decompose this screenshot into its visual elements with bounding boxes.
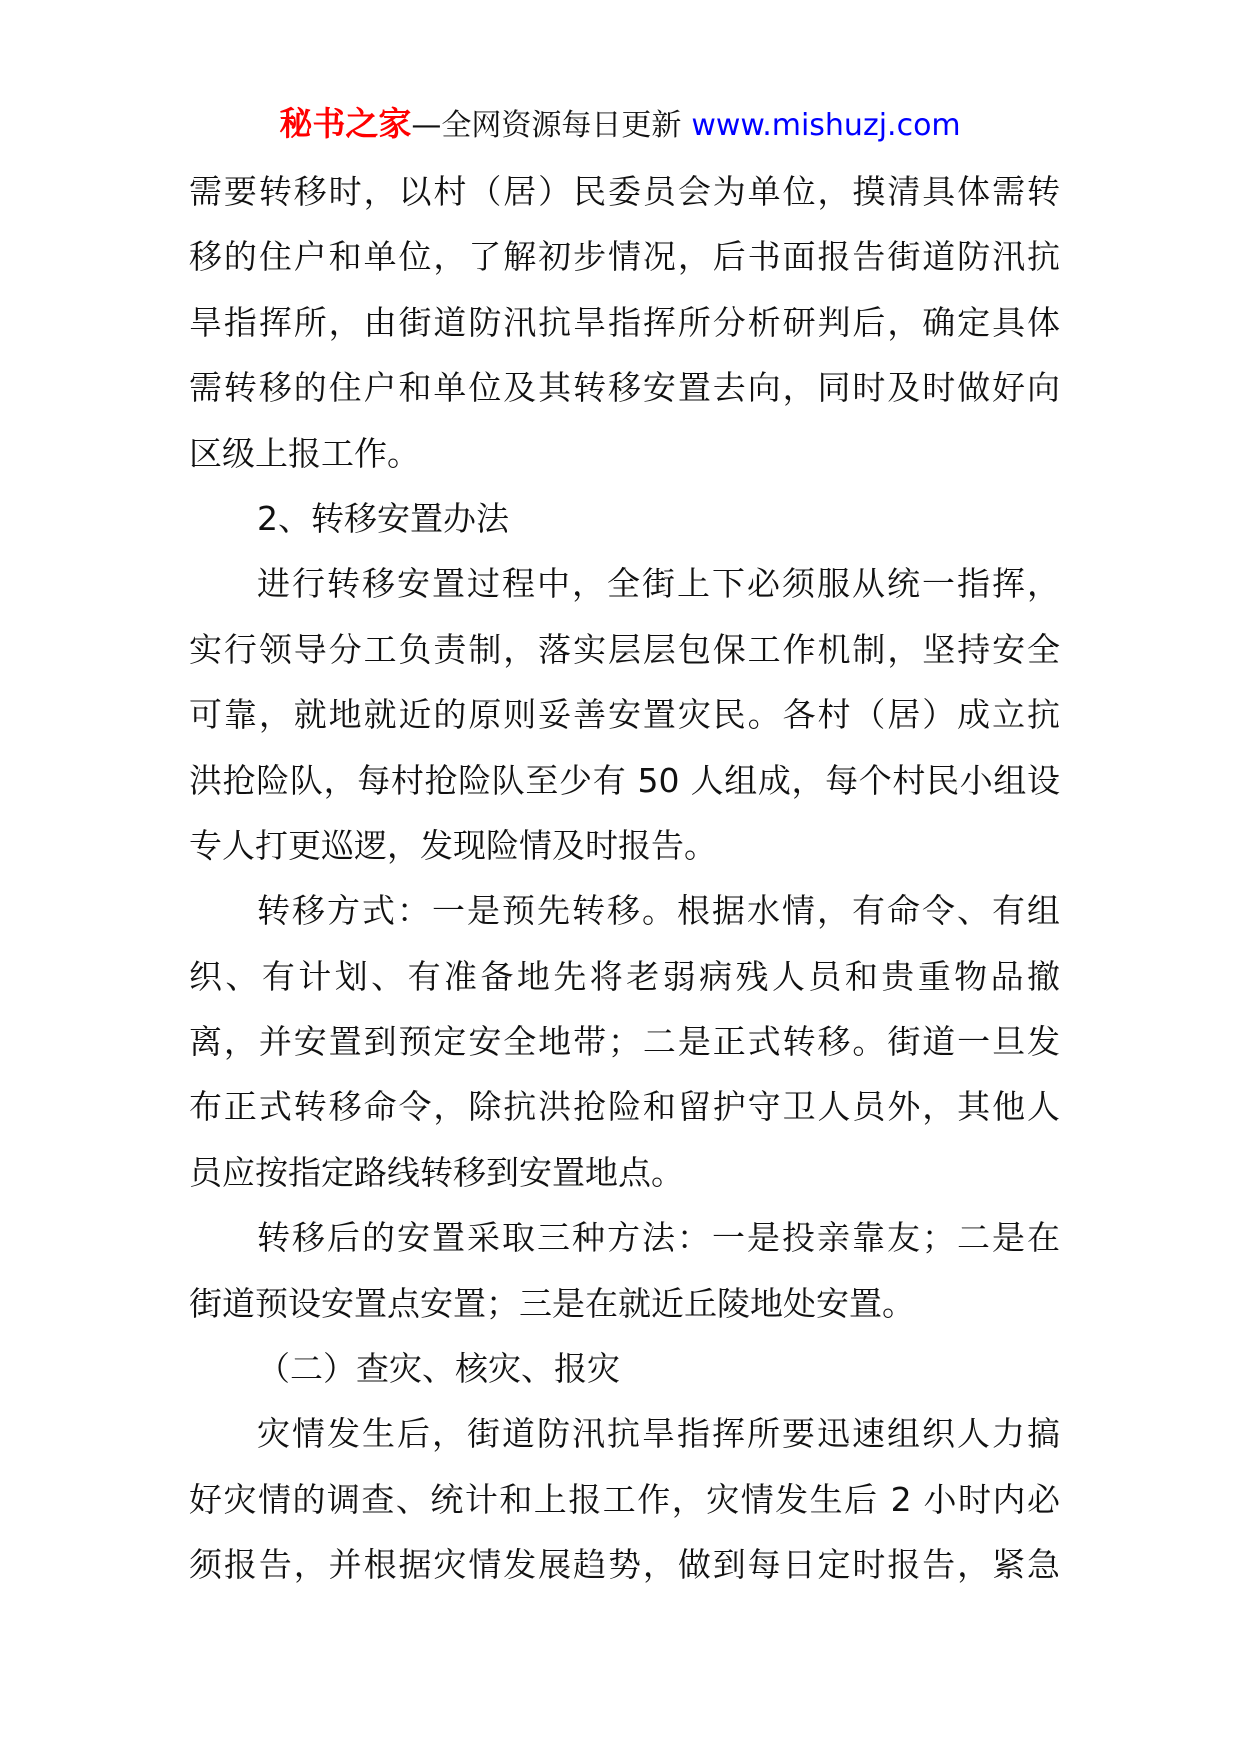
section-heading — [189, 486, 1060, 551]
paragraph-line: 需要转移时，以村（居）民委员会为单位，摸清具体需转 — [189, 172, 1060, 211]
paragraph-line: 实行领导分工负责制，落实层层包保工作机制，坚持安全 — [189, 629, 1060, 669]
paragraph — [189, 551, 1060, 878]
paragraph-line: 好灾情的调查、统计和上报工作，灾情发生后 2 小时内必 — [189, 1479, 1060, 1519]
section-heading-text: 2、转移安置办法 — [257, 498, 509, 538]
section-heading — [189, 1336, 1060, 1401]
paragraph-line: 洪抢险队，每村抢险队至少有 50 人组成，每个村民小组设 — [189, 760, 1060, 800]
paragraph-line: 织、有计划、有准备地先将老弱病残人员和贵重物品撤 — [189, 956, 1060, 996]
paragraph-line: 区级上报工作。 — [189, 433, 420, 473]
header-brand: 秘书之家 — [279, 104, 412, 143]
paragraph-line: 可靠，就地就近的原则妥善安置灾民。各村（居）成立抗 — [189, 695, 1060, 735]
paragraph-line: 灾情发生后，街道防汛抗旱指挥所要迅速组织人力搞 — [257, 1414, 1060, 1454]
header-site-url: www.mishuzj.com — [691, 108, 961, 143]
paragraph — [189, 878, 1060, 1205]
paragraph-line: 街道预设安置点安置；三是在就近丘陵地处安置。 — [189, 1283, 915, 1323]
paragraph — [189, 1205, 1060, 1336]
paragraph-line: 离，并安置到预定安全地带；二是正式转移。街道一旦发 — [189, 1022, 1060, 1062]
header-tagline: —全网资源每日更新 — [411, 108, 682, 143]
paragraph-line: 专人打更巡逻，发现险情及时报告。 — [189, 825, 717, 865]
paragraph-line: 进行转移安置过程中，全街上下必须服从统一指挥， — [257, 564, 1060, 604]
paragraph-line: 移的住户和单位，了解初步情况，后书面报告街道防汛抗 — [189, 237, 1060, 277]
paragraph-line: 须报告，并根据灾情发展趋势，做到每日定时报告，紧急 — [189, 1545, 1060, 1585]
paragraph-line: 旱指挥所，由街道防汛抗旱指挥所分析研判后，确定具体 — [189, 302, 1060, 342]
paragraph-line: 员应按指定路线转移到安置地点。 — [189, 1152, 684, 1192]
paragraph-line: 需转移的住户和单位及其转移安置去向，同时及时做好向 — [189, 368, 1060, 408]
paragraph-line: 转移方式：一是预先转移。根据水情，有命令、有组 — [257, 891, 1060, 931]
document-body — [189, 159, 1060, 1598]
paragraph — [189, 1401, 1060, 1597]
paragraph-line: 布正式转移命令，除抗洪抢险和留护守卫人员外，其他人 — [189, 1087, 1060, 1127]
section-heading-text: （二）查灾、核灾、报灾 — [257, 1349, 620, 1389]
paragraph — [189, 159, 1060, 486]
page-header — [0, 99, 1240, 149]
paragraph-line: 转移后的安置采取三种方法：一是投亲靠友；二是在 — [257, 1218, 1060, 1258]
